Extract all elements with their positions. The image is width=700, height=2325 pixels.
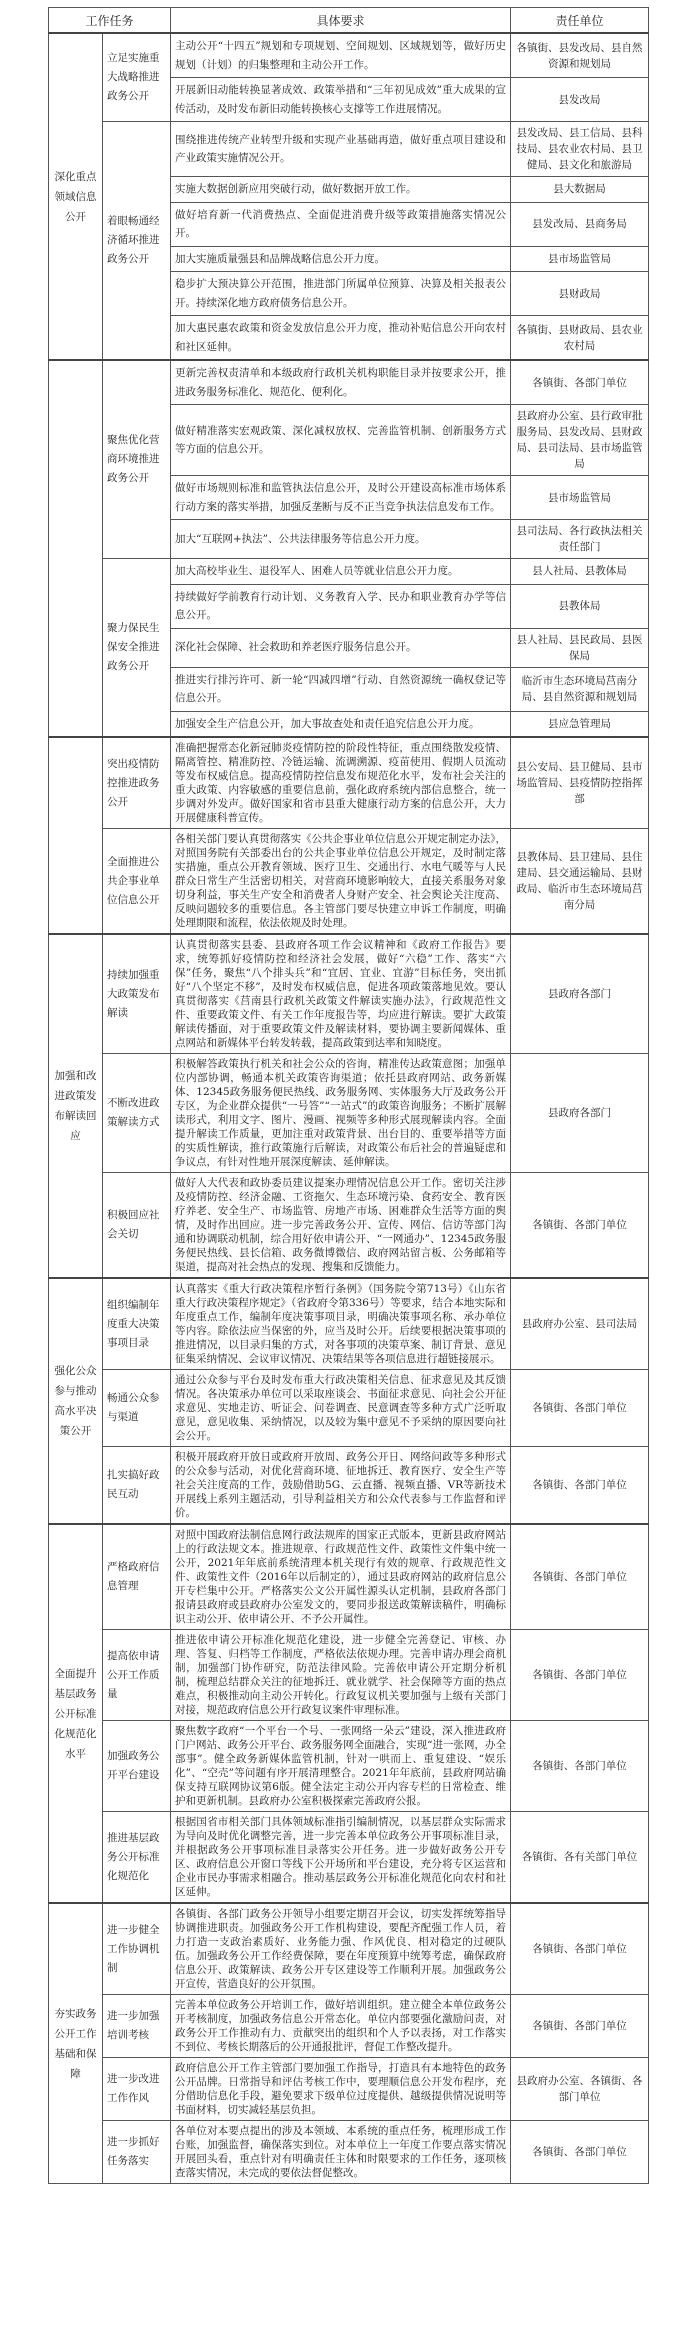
requirement-cell: 准确把握常态化新冠肺炎疫情防控的阶段性特征，重点围绕散发疫情、隔离管控、精准防控、冷链运输、流调溯源、疫苗使用、假期人员流动等发布权威信息。提高疫情防控信息发布规范化水平，发布社会关注的重大政策、内容敏感的重要信息前，强化政府系统内部信息整合，统一步调对外发声。做好国家和省市县重大健康行动方案的信息公开，大力开展健康科普宣传。 [171,737,511,829]
responsible-unit-cell: 各镇街、各部门单位 [511,360,649,405]
task-category: 全面提升基层政务公开标准化规范化水平 [49,1524,103,1903]
requirement-cell: 做好市场规则标准和监管执法信息公开，及时公开建设高标准市场体系行动方案的落实举措，加强反垄断与反不正当竞争执法信息发布工作。 [171,476,511,520]
requirement-cell: 开展新旧动能转换显著成效、政策举措和“三年初见成效”重大成果的宣传活动，及时发布新旧动能转换核心支撑等工作进展情况。 [171,78,511,122]
requirement-cell: 做好培育新一代消费热点、全面促进消费升级等政策措施落实情况公开。 [171,202,511,246]
requirement-cell: 持续做好学前教育行动计划、义务教育入学、民办和职业教育办学等信息公开。 [171,584,511,628]
requirement-cell: 围绕推进传统产业转型升级和实现产业基础再造，做好重点项目建设和产业政策实施情况公开。 [171,122,511,177]
responsible-unit-cell: 各镇街、县财政局、县农业农村局 [511,316,649,361]
responsible-unit-cell: 各镇街、各有关部门单位 [511,1812,649,1904]
requirement-cell: 通过公众参与平台及时发布重大行政决策相关信息、征求意见及其反馈情况。各决策承办单位可以采取座谈会、书面征求意见、向社会公开征求意见、实地走访、听证会、问卷调查、民意调查等多种方式广泛听取意见，意见收集、采纳情况，以及较为集中意见不予采纳的原因要向社会公开。 [171,1370,511,1447]
sub-task: 加强政务公开平台建设 [103,1721,171,1812]
requirement-cell: 各单位对本要点提出的涉及本领域、本系统的重点任务，梳理形成工作台账，加强监督，确保落实到位。对本单位上一年度工作要点落实情况开展回头看，重点针对有明确责任主体和时限要求的工作任务，逐项核查落实情况，未完成的要依法督促整改。 [171,2121,511,2184]
sub-task: 严格政府信息管理 [103,1524,171,1630]
requirement-cell: 积极解答政策执行机关和社会公众的咨询，精准传达政策意图；加强单位内部协调，畅通本机关政策咨询渠道；依托县政府网站、政务新媒体、12345政务服务便民热线、政务服务网、实体服务大厅及政务公开专区，为企业群众提供“一号答”“一站式”的政策咨询服务；不断扩展解读形式，利用文字、图片、漫画、视频等多种形式展现解读内容。全面提升解读工作质量，更加注重对政策背景、出台目的、重要举措等方面的实质性解读，推行政策施行后解读，对政策公布后社会的普遍疑虑和争议点，有针对性地开展深度解读、延伸解读。 [171,1054,511,1173]
table-row [49,1630,649,1721]
sub-task: 全面推进公共企事业单位信息公开 [103,829,171,935]
sub-task: 进一步改进工作作风 [103,2058,171,2121]
task-category: 深化重点领域信息公开 [49,33,103,360]
responsible-unit-cell: 县公安局、县卫健局、县市场监管局、县疫情防控指挥部 [511,737,649,829]
table-row [49,1447,649,1525]
responsible-unit-cell: 县政府各部门 [511,934,649,1054]
sub-task: 着眼畅通经济循环推进政务公开 [103,122,171,361]
sub-task: 突出疫情防控推进政务公开 [103,737,171,829]
requirement-cell: 稳步扩大预决算公开范围，推进部门所属单位预算、决算及相关报表公开。持续深化地方政府债务信息公开。 [171,272,511,316]
sub-task: 进一步加强培训考核 [103,1995,171,2058]
responsible-unit-cell: 县司法局、各行政执法相关责任部门 [511,520,649,559]
sub-task: 畅通公众参与渠道 [103,1370,171,1447]
table-row [49,1903,649,1995]
requirement-cell: 对照中国政府法制信息网行政法规库的国家正式版本，更新县政府网站上的行政法规文本。推进规章、行政规范性文件、政策性文件集中统一公开，2021年年底前系统清理本机关现行有效的规章、行政规范性文件、政策性文件（2016年以后制定的），通过县政府网站的政府信息公开专栏集中公开。严格落实公文公开属性源头认定机制，县政府各部门报请县政府或县政府办公室发文的，要同步报送政策解读稿件，明确标识主动公开、依申请公开、不予公开属性。 [171,1524,511,1630]
responsible-unit-cell: 各镇街、各部门单位 [511,1630,649,1721]
responsible-unit-cell: 各镇街、各部门单位 [511,1995,649,2058]
responsible-unit-cell: 县市场监管局 [511,246,649,272]
table-row [49,1278,649,1370]
responsible-unit-cell: 各镇街、各部门单位 [511,1524,649,1630]
table-row [49,737,649,829]
responsible-unit-cell: 各镇街、各部门单位 [511,1370,649,1447]
task-category [49,360,103,737]
table-row [49,360,649,405]
table-row [49,2121,649,2184]
requirement-cell: 政府信息公开工作主管部门要加强工作指导，打造具有本地特色的政务公开品牌。日常指导和评估考核工作中，要理顺信息公开发布程序，充分借助信息化手段，避免要求下级单位过度提供、越级提供情况说明等书面材料，切实减轻基层负担。 [171,2058,511,2121]
responsible-unit-cell: 县人社局、县民政局、县医保局 [511,628,649,667]
responsible-unit-cell: 临沂市生态环境局莒南分局、县自然资源和规划局 [511,667,649,711]
task-category [49,737,103,934]
table-body [49,33,649,2184]
sub-task: 组织编制年度重大决策事项目录 [103,1278,171,1370]
requirement-cell: 加大实施质量强县和品牌战略信息公开力度。 [171,246,511,272]
header-requirement: 具体要求 [171,8,511,34]
responsible-unit-cell: 县政府办公室、各镇街、各部门单位 [511,2058,649,2121]
responsible-unit-cell: 县政府办公室、县司法局 [511,1278,649,1370]
table-row [49,2058,649,2121]
header-task: 工作任务 [49,8,171,34]
requirement-cell: 加大“互联网+执法”、公共法律服务等信息公开力度。 [171,520,511,559]
requirement-cell: 认真落实《重大行政决策程序暂行条例》（国务院令第713号）《山东省重大行政决策程序规定》（省政府令第336号）等要求，结合本地实际和年度重点工作，编制年度决策事项目录，明确决策事项名称、承办单位等内容。除依法应当保密的外，应当及时公开。后续要根据决策事项的推进情况，以目录归集的方式，对各事项的决策草案、制订背景、意见征集采纳情况、会议审议情况、决策结果等各项信息进行超链接展示。 [171,1278,511,1370]
requirement-cell: 各相关部门要认真贯彻落实《公共企事业单位信息公开规定制定办法》，对照国务院有关部委出台的公共企事业单位信息公开规定，及时制定落实措施，重点公开教育领域、医疗卫生、交通出行、水电气暖等与人民群众日常生产生活密切相关，对营商环境影响较大，直接关系服务对象切身利益，事关生产安全和消费者人身财产安全、社会舆论关注度高、反映问题较多的重要信息。各主管部门要尽快建立申诉工作制度，明确处理期限和流程，依法依规及时处理。 [171,829,511,935]
requirement-cell: 聚焦数字政府“一个平台一个号、一张网络一朵云”建设，深入推进政府门户网站、政务公开平台、政务服务网全面融合，实现“进一张网，办全部事”。健全政务新媒体监管机制，针对一哄而上、重复建设、“娱乐化”、“空壳”等问题有序开展清理整合。2021年年底前，县政府网站确保支持互联网协议第6版。健全法定主动公开内容专栏的日常检查、维护和更新机制。县政府办公室积极探索完善政府公报。 [171,1721,511,1812]
requirement-cell: 认真贯彻落实县委、县政府各项工作会议精神和《政府工作报告》要求，统筹抓好疫情防控和经济社会发展，做好“六稳”工作、落实“六保”任务，聚焦“八个排头兵”和“宜居、宜业、宜游”目标任务，突出抓好“八个坚定不移”，及时发布权威信息，促进各项政策落地见效。要认真贯彻落实《莒南县行政机关政策文件解读实施办法》，行政规范性文件、重要政策文件、有关工作年度报告等，均应进行解读。要扩大政策解读传播面，对于重要政策文件及解读材料，要协调主要新闻媒体、重点网站和新媒体平台转发转载，提高政策到达率和知晓度。 [171,934,511,1054]
requirement-cell: 主动公开“十四五”规划和专项规划、空间规划、区域规划等，做好历史规划（计划）的归集整理和主动公开工作。 [171,33,511,78]
responsible-unit-cell: 县政府办公室、县行政审批服务局、县发改局、县财政局、县司法局、县市场监管局 [511,405,649,476]
requirement-cell: 加大高校毕业生、退役军人、困难人员等就业信息公开力度。 [171,559,511,585]
task-category: 加强和改进政策发布解读回应 [49,934,103,1278]
responsible-unit-cell: 各镇街、县发改局、县自然资源和规划局 [511,33,649,78]
table-row [49,33,649,78]
responsible-unit-cell: 县教体局 [511,584,649,628]
requirement-cell: 根据国省市相关部门具体领域标准指引编制情况，以基层群众实际需求为导向及时优化调整完善，进一步完善本单位政务公开事项标准目录，并根据政务公开事项标准目录落实公开任务。进一步做好政务公开专区、政府信息公开窗口等线下公开场所和平台建设，充分将专区运营和企业市民办事需求相融合。推动基层政务公开标准化规范化向农村和社区延伸。 [171,1812,511,1904]
table-row [49,1173,649,1279]
responsible-unit-cell: 各镇街、各部门单位 [511,1721,649,1812]
sub-task: 持续加强重大政策发布解读 [103,934,171,1054]
responsible-unit-cell: 县大数据局 [511,177,649,203]
sub-task: 不断改进政策解读方式 [103,1054,171,1173]
requirement-cell: 加大惠民惠农政策和资金发放信息公开力度，推动补贴信息公开向农村和社区延伸。 [171,316,511,361]
requirement-cell: 实施大数据创新应用突破行动，做好数据开放工作。 [171,177,511,203]
requirement-cell: 积极开展政府开放日或政府开放周、政务公开日、网络问政等多种形式的公众参与活动，对优化营商环境、征地拆迁、教育医疗、安全生产等社会关注度高的工作，鼓励借助5G、云直播、视频直播、VR等新技术开展线上系列主题活动，引导利益相关方和公众代表参与工作监督和评价。 [171,1447,511,1525]
requirement-cell: 更新完善权责清单和本级政府行政机关机构职能目录并按要求公开，推进政务服务标准化、规范化、便利化。 [171,360,511,405]
responsible-unit-cell: 县教体局、县卫建局、县住建局、县交通运输局、县财政局、临沂市生态环境局莒南分局 [511,829,649,935]
sub-task: 立足实施重大战略推进政务公开 [103,33,171,122]
responsible-unit-cell: 各镇街、各部门单位 [511,1903,649,1995]
requirement-cell: 做好精准落实宏观政策、深化减权放权、完善监管机制、创新服务方式等方面的信息公开。 [171,405,511,476]
responsible-unit-cell: 县发改局、县商务局 [511,202,649,246]
task-category: 强化公众参与推动高水平决策公开 [49,1278,103,1524]
requirement-cell: 做好人大代表和政协委员建议提案办理情况信息公开工作。密切关注涉及疫情防控、经济金融、工资拖欠、生态环境污染、食药安全、教育医疗养老、安全生产、市场监管、房地产市场、困难群众生活等方面的舆情，及时作出回应。进一步完善政务公开、宣传、网信、信访等部门沟通和协调联动机制，综合用好依申请公开、“一网通办”、12345政务服务便民热线、县长信箱、政务微博微信、政府网站留言板、公务邮箱等渠道，提高对社会热点的发现、搜集和反馈能力。 [171,1173,511,1279]
table-row [49,559,649,585]
table-row [49,934,649,1054]
requirement-cell: 各镇街、各部门政务公开领导小组要定期召开会议，切实发挥统筹指导协调推进职责。加强政务公开工作机构建设，要配齐配强工作人员，着力打造一支政治素质好、业务能力强、作风优良、相对稳定的过硬队伍。加强政务公开工作经费保障，要在年度预算中统筹考虑，确保政府信息公开、政策解读、政务公开专区建设等工作顺利开展。加强政务公开宣传，营造良好的公开氛围。 [171,1903,511,1995]
responsible-unit-cell: 县政府各部门 [511,1054,649,1173]
responsible-unit-cell: 各镇街、各部门单位 [511,1447,649,1525]
task-category: 夯实政务公开工作基础和保障 [49,1903,103,2184]
header-unit: 责任单位 [511,8,649,34]
table-row [49,829,649,935]
responsible-unit-cell: 县应急管理局 [511,711,649,737]
sub-task: 扎实搞好政民互动 [103,1447,171,1525]
table-row [49,1054,649,1173]
requirement-cell: 推进依申请公开标准化规范化建设，进一步健全完善登记、审核、办理、答复、归档等工作制度，严格依法依规办理。完善申请办理会商机制，加强部门协作研究，防范法律风险。完善依申请公开定期分析机制，梳理总结群众关注的征地拆迁、就业就学、社会保障等方面的热点难点，积极推动向主动公开转化。行政复议机关要加强与上级有关部门对接，规范政府信息公开行政复议案件审理标准。 [171,1630,511,1721]
requirement-cell: 深化社会保障、社会救助和养老医疗服务信息公开。 [171,628,511,667]
responsible-unit-cell: 县发改局 [511,78,649,122]
table-row [49,122,649,177]
responsible-unit-cell: 各镇街、各部门单位 [511,2121,649,2184]
task-table [48,7,649,2184]
sub-task: 提高依申请公开工作质量 [103,1630,171,1721]
responsible-unit-cell: 县人社局、县教体局 [511,559,649,585]
sub-task: 进一步健全工作协调机制 [103,1903,171,1995]
responsible-unit-cell: 县财政局 [511,272,649,316]
sub-task: 推进基层政务公开标准化规范化 [103,1812,171,1904]
table-row [49,1524,649,1630]
responsible-unit-cell: 各镇街、各部门单位 [511,1173,649,1279]
table-row [49,1721,649,1812]
sub-task: 聚焦优化营商环境推进政务公开 [103,360,171,559]
responsible-unit-cell: 县市场监管局 [511,476,649,520]
table-row [49,1812,649,1904]
table-header-row [49,8,649,34]
sub-task: 聚力保民生保安全推进政务公开 [103,559,171,738]
requirement-cell: 完善本单位政务公开培训工作，做好培训组织。建立健全本单位政务公开考核制度，加强政务信息公开常态化。单位内部要强化激励问责，对政务公开工作推动有力、贡献突出的组织和个人予以表扬，对工作落实不到位、考核长期落后的公开通报批评，督促工作整改提升。 [171,1995,511,2058]
sub-task: 积极回应社会关切 [103,1173,171,1279]
requirement-cell: 推进实行排污许可、新一轮“四减四增”行动、自然资源统一确权登记等信息公开。 [171,667,511,711]
table-row [49,1995,649,2058]
responsible-unit-cell: 县发改局、县工信局、县科技局、县农业农村局、县卫健局、县文化和旅游局 [511,122,649,177]
sub-task: 进一步抓好任务落实 [103,2121,171,2184]
table-row [49,1370,649,1447]
requirement-cell: 加强安全生产信息公开，加大事故查处和责任追究信息公开力度。 [171,711,511,737]
